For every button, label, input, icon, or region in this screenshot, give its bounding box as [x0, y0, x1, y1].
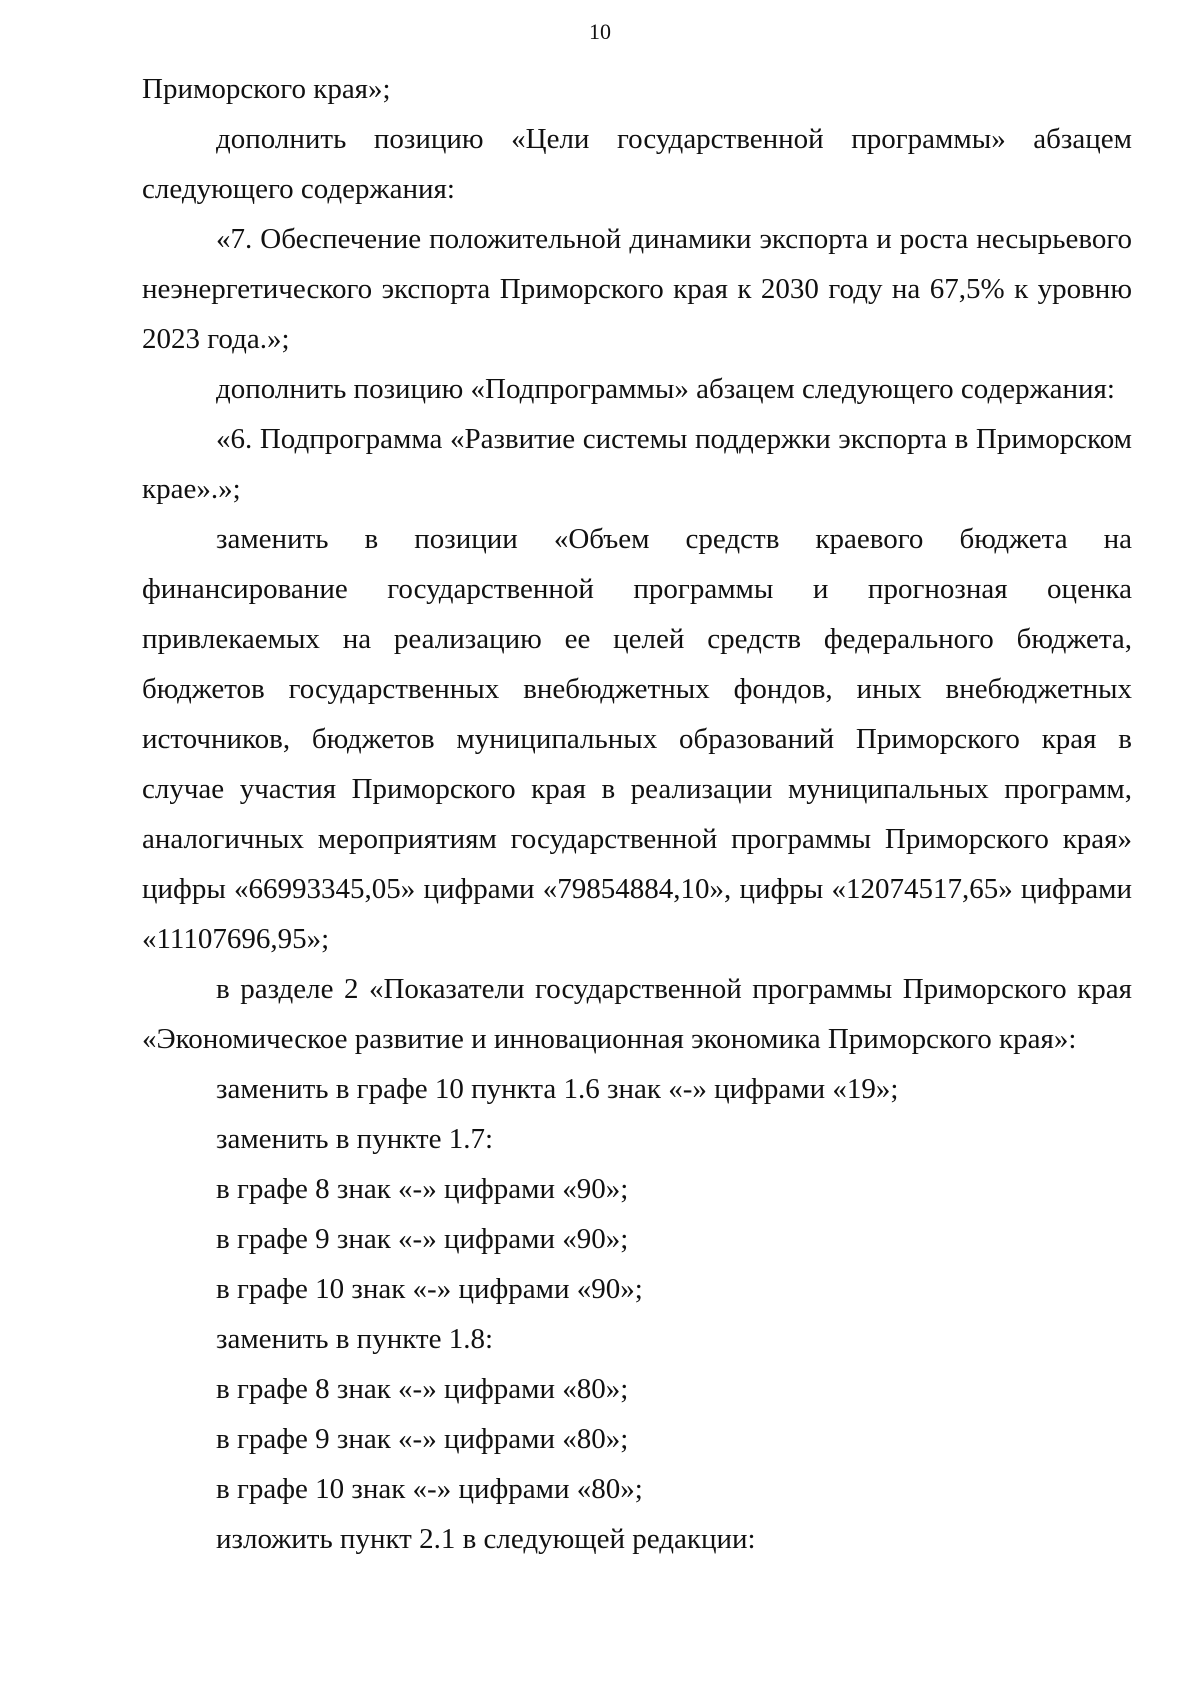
paragraph-goal-7: «7. Обеспечение положительной динамики экспорта и роста несырьевого неэнергетического экспорта Приморского края к 2030 году на 67,5% к уровню 2023 года.»; — [142, 223, 1132, 355]
list-item: в графе 8 знак «-» цифрами «90»; — [216, 1173, 629, 1205]
paragraph-replace-funding: заменить в позиции «Объем средств краевого бюджета на финансирование государственной программы и прогнозная оценка привлекаемых на реализацию ее целей средств федерального бюджета, бюджетов государственных внебюджетных фондов, иных внебюджетных источников, бюджетов муниципальных образований Приморского края в случае участия Приморского края в реализации муниципальных программ, аналогичных мероприятиям государственной программы Приморского края» цифры «66993345,05» цифрами «79854884,10», цифры «12074517,65» цифрами «11107696,95»; — [142, 523, 1132, 955]
list-item: заменить в пункте 1.8: — [216, 1323, 494, 1355]
list-item: в графе 8 знак «-» цифрами «80»; — [216, 1373, 629, 1405]
document-body — [142, 64, 1132, 1564]
paragraph-subprogram-6: «6. Подпрограмма «Развитие системы поддержки экспорта в Приморском крае».»; — [142, 423, 1132, 505]
list-item: заменить в пункте 1.7: — [216, 1123, 494, 1155]
paragraph-amend-goals: дополнить позицию «Цели государственной программы» абзацем следующего содержания: — [142, 123, 1132, 205]
paragraph-amend-subprograms: дополнить позицию «Подпрограммы» абзацем следующего содержания: — [216, 373, 1115, 405]
list-item: в графе 10 знак «-» цифрами «80»; — [216, 1473, 643, 1505]
paragraph-continuation: Приморского края»; — [142, 73, 391, 105]
list-item: изложить пункт 2.1 в следующей редакции: — [216, 1523, 756, 1555]
list-item: заменить в графе 10 пункта 1.6 знак «-» цифрами «19»; — [216, 1073, 899, 1105]
page-number: 10 — [589, 19, 611, 44]
list-item: в графе 9 знак «-» цифрами «80»; — [216, 1423, 629, 1455]
list-item: в графе 9 знак «-» цифрами «90»; — [216, 1223, 629, 1255]
list-item: в графе 10 знак «-» цифрами «90»; — [216, 1273, 643, 1305]
paragraph-section-2: в разделе 2 «Показатели государственной программы Приморского края «Экономическое развитие и инновационная экономика Приморского края»: — [142, 973, 1132, 1055]
